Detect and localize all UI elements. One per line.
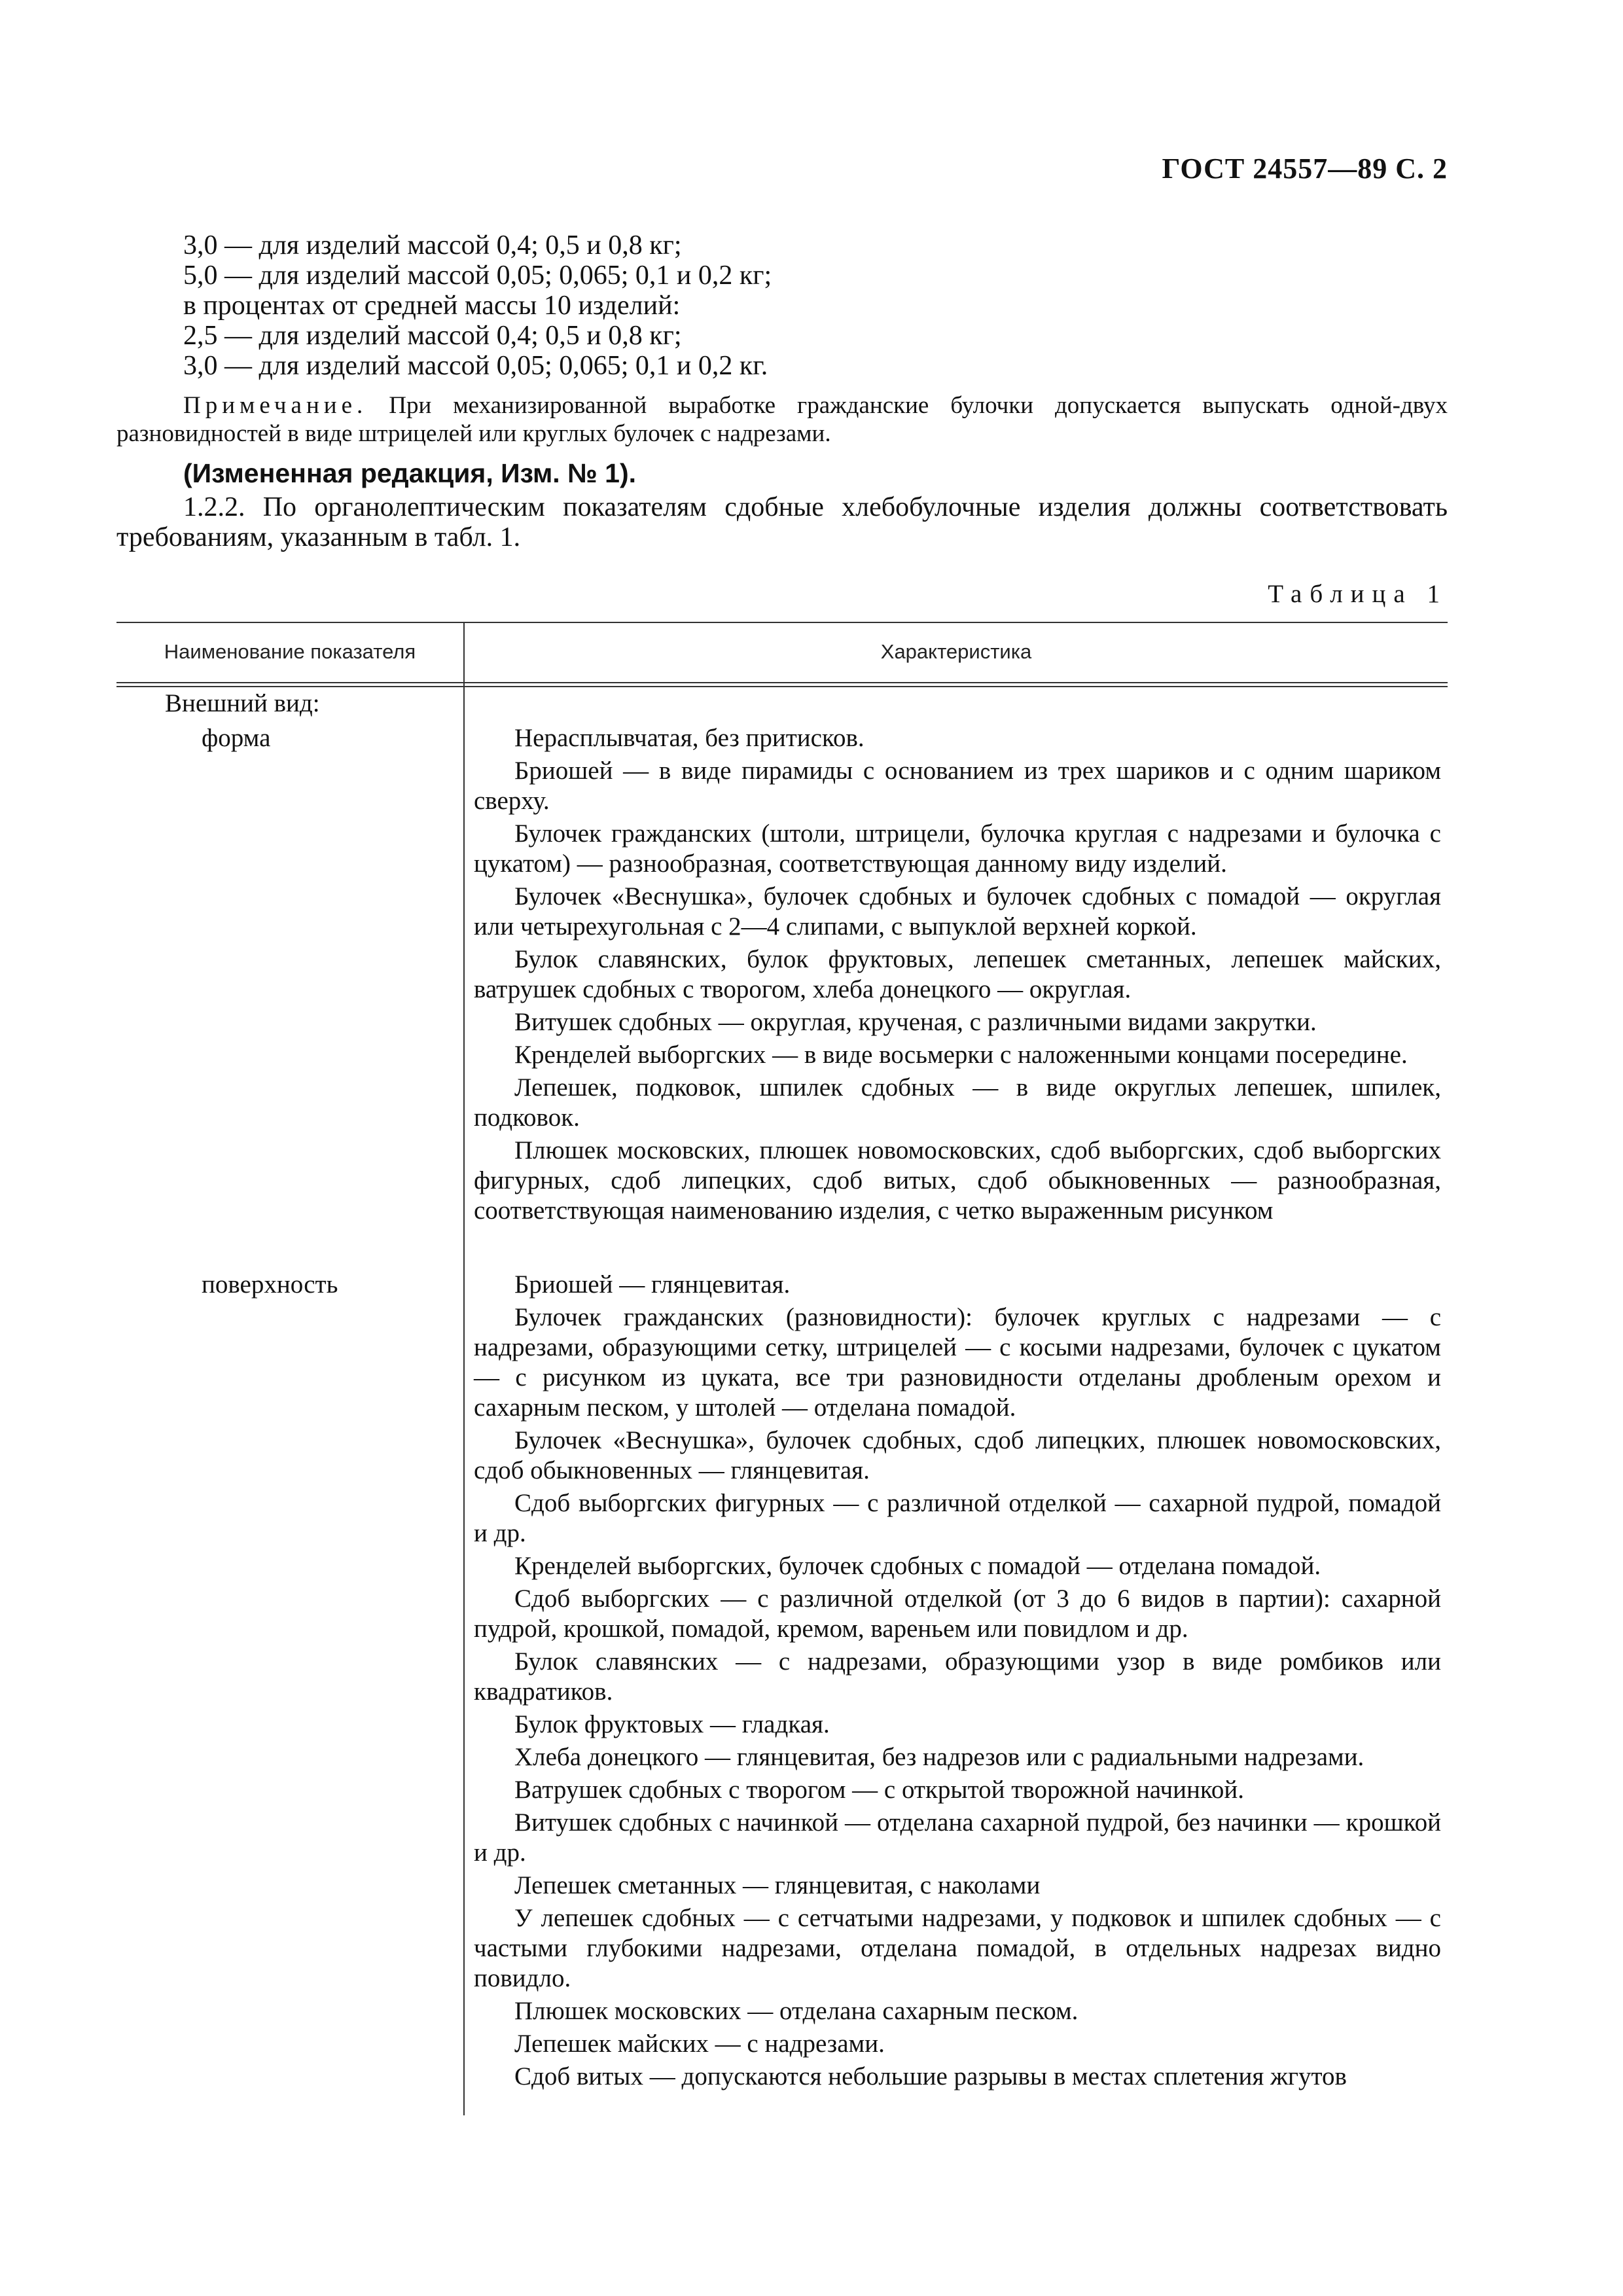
- intro-line: 3,0 — для изделий массой 0,4; 0,5 и 0,8 кг;: [183, 230, 682, 260]
- intro-block: [183, 230, 1448, 381]
- intro-line: 2,5 — для изделий массой 0,4; 0,5 и 0,8 кг;: [183, 321, 682, 351]
- table-cell-paragraph: Бриошей — глянцевитая.: [514, 1270, 791, 1299]
- note-label: Примечание.: [183, 392, 368, 419]
- table-cell-paragraph: Лепешек майских — с надрезами.: [514, 2030, 885, 2058]
- row-label-surface: поверхность: [202, 1270, 338, 1299]
- table-cell-paragraph: Кренделей выборгских — в виде восьмерки с наложенными концами посередине.: [514, 1041, 1408, 1069]
- table-cell-paragraph: Булочек «Веснушка», булочек сдобных, сдоб липецких, плюшек новомосковских, сдоб обыкновенных — глянцевитая.: [474, 1426, 1441, 1484]
- note-paragraph: [116, 391, 1448, 448]
- table-header-indicator: Наименование показателя: [164, 640, 416, 663]
- table-cell-paragraph: Булок славянских, булок фруктовых, лепешек сметанных, лепешек майских, ватрушек сдобных с творогом, хлеба донецкого — округлая.: [474, 945, 1441, 1003]
- amendment-note: (Измененная редакция, Изм. № 1).: [183, 458, 637, 488]
- table-header-rule: [116, 682, 1448, 683]
- table-cell-paragraph: Сдоб витых — допускаются небольшие разрывы в местах сплетения жгутов: [514, 2062, 1347, 2090]
- intro-line: в процентах от средней массы 10 изделий:: [183, 291, 681, 321]
- table-cell-paragraph: Витушек сдобных — округлая, крученая, с различными видами закрутки.: [514, 1008, 1317, 1036]
- table-top-rule: [116, 622, 1448, 623]
- table-cell-paragraph: Лепешек сметанных — глянцевитая, с наколами: [514, 1871, 1041, 1899]
- table-cell-paragraph: Булочек «Веснушка», булочек сдобных и булочек сдобных с помадой — округлая или четырехугольная с 2—4 слипами, с выпуклой верхней коркой.: [474, 882, 1441, 941]
- document-header: ГОСТ 24557—89 С. 2: [1162, 152, 1448, 185]
- intro-line: 5,0 — для изделий массой 0,05; 0,065; 0,1 и 0,2 кг;: [183, 260, 772, 291]
- table-cell-paragraph: Сдоб выборгских фигурных — с различной отделкой — сахарной пудрой, помадой и др.: [474, 1489, 1441, 1547]
- table-group-label: Внешний вид:: [165, 689, 320, 717]
- table-cell-paragraph: Булок славянских — с надрезами, образующими узор в виде ромбиков или квадратиков.: [474, 1647, 1441, 1706]
- table-cell-paragraph: Нерасплывчатая, без притисков.: [514, 724, 865, 752]
- intro-line: 3,0 — для изделий массой 0,05; 0,065; 0,1 и 0,2 кг.: [183, 351, 768, 381]
- surface-characteristics: [474, 1270, 1441, 2094]
- note-text: При механизированной выработке гражданские булочки допускается выпускать одной-двух разновидностей в виде штрицелей или круглых булочек с надрезами.: [116, 392, 1448, 447]
- table-cell-paragraph: Ватрушек сдобных с творогом — с открытой творожной начинкой.: [514, 1776, 1245, 1804]
- table-cell-paragraph: Плюшек московских, плюшек новомосковских, сдоб выборгских, сдоб выборгских фигурных, сдоб липецких, сдоб витых, сдоб обыкновенных — разнообразная, соответствующая наименованию изделия, с четко выраженным рисунком: [474, 1136, 1441, 1225]
- table-caption: Таблица 1: [1268, 580, 1448, 608]
- table-cell-paragraph: Сдоб выборгских — с различной отделкой (от 3 до 6 видов в партии): сахарной пудрой, крошкой, помадой, кремом, вареньем или повидлом и др.: [474, 1585, 1441, 1643]
- table-cell-paragraph: Лепешек, подковок, шпилек сдобных — в виде округлых лепешек, шпилек, подковок.: [474, 1073, 1441, 1132]
- table-cell-paragraph: Булочек гражданских (штоли, штрицели, булочка круглая с надрезами и булочка с цукатом) — разнообразная, соответствующая данному виду изделий.: [474, 819, 1441, 878]
- table-cell-paragraph: Кренделей выборгских, булочек сдобных с помадой — отделана помадой.: [514, 1552, 1321, 1580]
- table-cell-paragraph: Булочек гражданских (разновидности): булочек круглых с надрезами — с надрезами, образующими сетку, штрицелей — с косыми надрезами, булочек с цукатом — с рисунком из цуката, все три разновидности отделаны дробленым орехом и сахарным песком, у штолей — отделана помадой.: [474, 1303, 1441, 1422]
- table-cell-paragraph: У лепешек сдобных — с сетчатыми надрезами, у подковок и шпилек сдобных — с частыми глубокими надрезами, отделана помадой, в отдельных надрезах видно повидло.: [474, 1904, 1441, 1992]
- table-column-divider: [463, 622, 465, 2115]
- shape-characteristics: [474, 723, 1441, 1229]
- table-cell-paragraph: Плюшек московских — отделана сахарным песком.: [514, 1997, 1079, 2025]
- table-header-characteristic: Характеристика: [880, 640, 1032, 663]
- table-header-rule-double: [116, 686, 1448, 687]
- requirements-paragraph: 1.2.2. По органолептическим показателям сдобные хлебобулочные изделия должны соответствовать требованиям, указанным в табл. 1.: [116, 492, 1448, 552]
- row-label-shape: форма: [202, 724, 271, 752]
- table-cell-paragraph: Хлеба донецкого — глянцевитая, без надрезов или с радиальными надрезами.: [514, 1743, 1364, 1771]
- table-cell-paragraph: Булок фруктовых — гладкая.: [514, 1710, 830, 1738]
- table-cell-paragraph: Витушек сдобных с начинкой — отделана сахарной пудрой, без начинки — крошкой и др.: [474, 1808, 1441, 1867]
- table-cell-paragraph: Бриошей — в виде пирамиды с основанием из трех шариков и с одним шариком сверху.: [474, 757, 1441, 815]
